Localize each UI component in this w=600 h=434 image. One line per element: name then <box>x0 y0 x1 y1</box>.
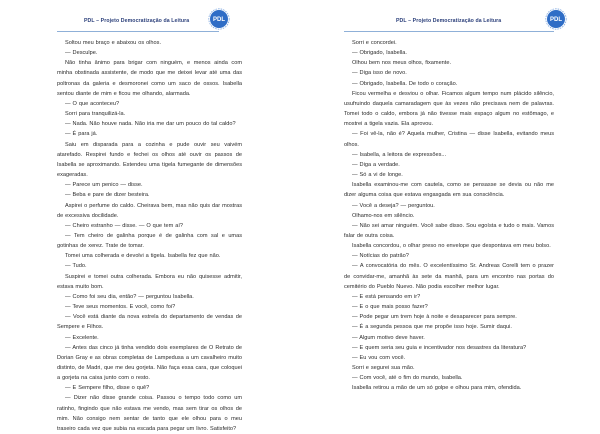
paragraph: Sorri para tranquilizá-la. <box>65 111 126 118</box>
paragraph: Olhou bem nos meus olhos, fixamente. <box>352 60 452 67</box>
paragraph: Isabella examinou-me com cautela, como se pensasse se devia ou não me dizer alguma coisa que estava engasgada em sua consciência. <box>344 182 554 199</box>
paragraph: Tomei uma colherada e devolvi a tigela. Isabella fez que não. <box>65 253 221 260</box>
paragraph: — Eu vou com você. <box>352 354 406 361</box>
paragraph: — Teve seus momentos. E você, como foi? <box>65 304 176 311</box>
paragraph: — Parece um penico — disse. <box>65 182 143 189</box>
paragraph: — A convocatória do mês. O excelentíssimo Sr. Andreas Corelli tem o prazer de convidar-me, amanhã às sete da manhã, para um encontro nas portas do cemitério do Pueblo Nuevo. Não podia escolher melhor lugar. <box>344 263 554 290</box>
paragraph: — Diga isso de novo. <box>352 70 407 77</box>
paragraph: — Foi vê-la, não é? Aquela mulher, Cristina — disse Isabella, evitando meus olhos. <box>344 131 554 148</box>
paragraph: — Tudo. <box>65 263 87 270</box>
logo-text: PDL <box>213 17 225 23</box>
left-page <box>0 0 300 432</box>
paragraph: — Só a vi de longe. <box>352 172 403 179</box>
pdl-logo <box>208 8 230 30</box>
paragraph: Sorri e segurei sua mão. <box>352 365 415 371</box>
paragraph: Isabella retirou a mão de um só golpe e olhou para mim, ofendida. <box>352 385 522 392</box>
paragraph: — Obrigado, Isabella. <box>352 50 407 57</box>
paragraph: Olhamo-nos em silêncio. <box>352 212 415 219</box>
paragraph: — Diga a verdade. <box>352 161 400 168</box>
paragraph: Soltou meu braço e abaixou os olhos. <box>65 40 161 46</box>
paragraph: — Tem cheiro de galinha porque é de galinha com sal e umas gotinhas de xerez. Trate de tomar. <box>57 232 242 250</box>
header-rule <box>344 31 554 32</box>
paragraph: Aspirei o perfume do caldo. Cheirava bem, mas não quis dar mostras de excessiva docilidade. <box>57 202 242 219</box>
paragraph: — Antes das cinco já tinha vendido dois exemplares de O Retrato de Dorian Gray e as obras completas de Lampedusa a um cavalheiro muito distinto, de Madri, que me deu gorjeta. Não faça essa cara, que coloquei a gorjeta na caixa junto com o resto. <box>57 344 242 382</box>
paragraph: — Notícias do patrão? <box>352 253 409 260</box>
paragraph: Ficou vermelha e desviou o olhar. Ficamos algum tempo num plácido silêncio, usufruindo daquela camaradagem que às vezes não precisava nem de palavras. Tomei todo o caldo, embora já não tivesse mais espaço algum no estômago, e mostrei a tigela vazia. Ela aprovou. <box>344 90 554 128</box>
paragraph: — E o que mais posso fazer? <box>352 304 428 311</box>
paragraph: — Obrigado, Isabella. De todo o coração. <box>352 80 458 87</box>
paragraph: Saiu em disparada para a cozinha e pude ouvir seu vaivém atarefado. Respirei fundo e fechei os olhos até ouvir os passos de Isabella se aproximando. Estendeu uma tigela fumegante de dimensões exageradas. <box>57 141 242 179</box>
paragraph: — Excelente. <box>65 334 99 341</box>
paragraph: Isabella concordou, o olhar preso no envelope que despontava em meu bolso. <box>352 243 551 250</box>
right-page <box>300 0 600 424</box>
paragraph: — Nada. Não houve nada. Não iria me dar um pouco do tal caldo? <box>65 121 236 128</box>
page-body <box>344 38 554 393</box>
page-header: PDL – Projeto Democratização da Leitura <box>84 18 190 24</box>
paragraph: Suspirei e tomei outra colherada. Embora eu não quisesse admitir, estava muito bom. <box>57 273 242 290</box>
paragraph: — Cheiro estranho — disse. — O que tem aí? <box>65 222 184 229</box>
paragraph: — Beba e pare de dizer besteira. <box>65 192 150 199</box>
paragraph: — Não sei amar ninguém. Você sabe disso. Sou egoísta e tudo o mais. Vamos falar de outra coisa. <box>344 222 554 239</box>
logo-text: PDL <box>550 17 562 23</box>
page-header: PDL – Projeto Democratização da Leitura <box>396 18 502 24</box>
paragraph: — Como foi seu dia, então? — perguntou Isabella. <box>65 293 194 300</box>
paragraph: — Você está diante da nova estrela do departamento de vendas de Sempere e Filhos. <box>57 314 242 331</box>
paragraph: — Dizer não disse grande coisa. Passou o tempo todo como um ratinho, fingindo que não estava me vendo, mas sem tirar os olhos de mim. Não consigo nem sentar de tanto que ele olhou para o meu traseiro cada vez que subia na escada para pegar um livro. Satisfeito? <box>57 395 242 432</box>
paragraph: — O que aconteceu? <box>65 100 120 107</box>
paragraph: — E Sempere filho, disse o quê? <box>65 385 150 392</box>
paragraph: — Algum motivo deve haver. <box>352 334 425 341</box>
paragraph: — Com você, até o fim do mundo, Isabella. <box>352 375 463 382</box>
paragraph: — Desculpe. <box>65 50 98 57</box>
paragraph: — Isabella, a leitora de expressões... <box>352 151 447 158</box>
pdl-logo <box>545 8 567 30</box>
paragraph: — Pode pegar um trem hoje à noite e desaparecer para sempre. <box>352 314 517 321</box>
header-rule <box>57 31 219 32</box>
paragraph: — Você a deseja? — perguntou. <box>352 202 435 209</box>
paragraph: — É para já. <box>65 131 98 138</box>
paragraph: — É a segunda pessoa que me propõe isso hoje. Sumir daqui. <box>352 324 512 331</box>
paragraph: Não tinha ânimo para brigar com ninguém, e menos ainda com minha obstinada assistente, de modo que me deixei levar até uma das poltronas da galeria e desmoronei como um saco de ossos. Isabella sentou diante de mim e ficou me olhando, alarmada. <box>57 60 242 97</box>
paragraph: — E está pensando em ir? <box>352 293 421 300</box>
paragraph: Sorri e concordei. <box>352 40 397 46</box>
paragraph: — E quem seria seu guia e incentivador nos desastres da literatura? <box>352 344 527 351</box>
page-body <box>57 38 242 434</box>
